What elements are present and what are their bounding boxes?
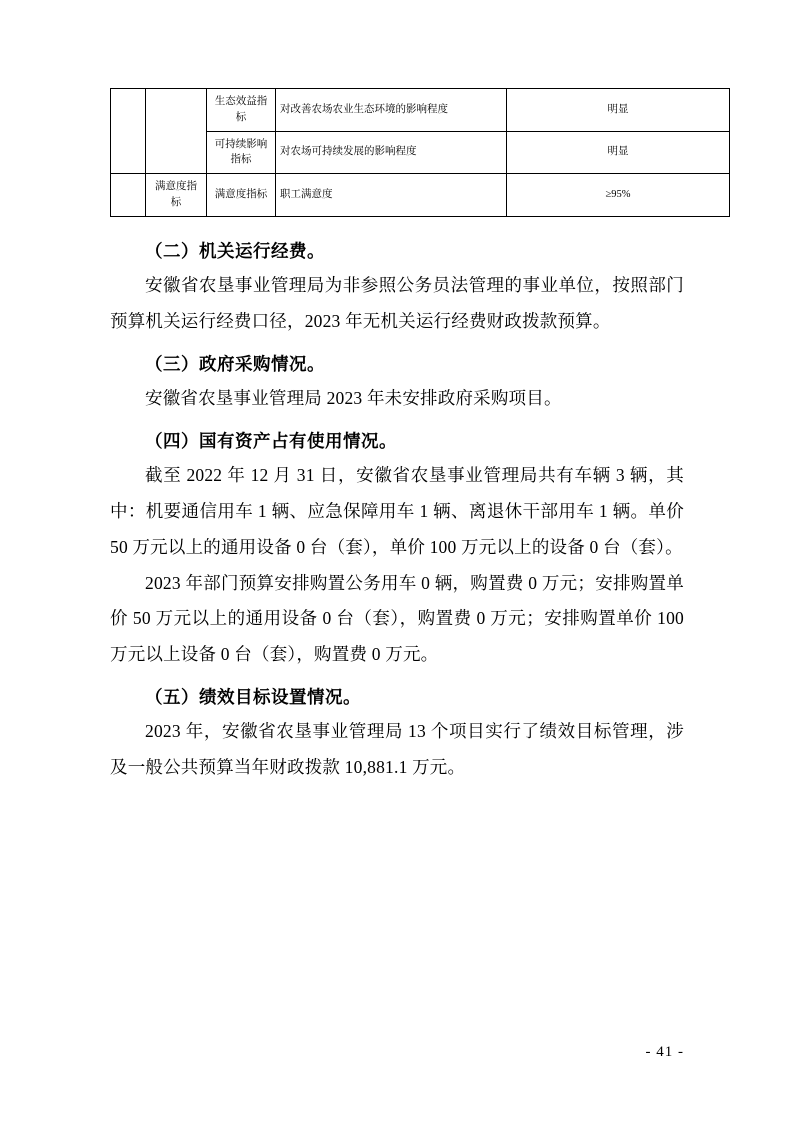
section-heading-performance-targets: （五）绩效目标设置情况。 xyxy=(145,687,361,708)
table-cell-group: 满意度指标 xyxy=(146,174,207,217)
table-cell-blank xyxy=(111,89,146,174)
table-cell-value: 明显 xyxy=(507,89,730,132)
section-paragraph: 截至 2022 年 12 月 31 日，安徽省农垦事业管理局共有车辆 3 辆，其中：机要通信用车 1 辆、应急保障用车 1 辆、离退休干部用车 1 辆。单价 50 万元以上的通用设备 0 台（套），单价 100 万元以上的设备 0 台（套）。 xyxy=(110,464,684,557)
section-heading-operating-expenses: （二）机关运行经费。 xyxy=(145,240,325,261)
section-paragraph: 安徽省农垦事业管理局 2023 年未安排政府采购项目。 xyxy=(145,387,562,408)
table-cell-group xyxy=(146,89,207,174)
table-cell-value: ≥95% xyxy=(507,174,730,217)
page-number: - 41 - xyxy=(645,1044,684,1060)
section-heading-government-procurement: （三）政府采购情况。 xyxy=(145,353,325,374)
table-cell-description: 职工满意度 xyxy=(276,174,507,217)
table-cell-subindicator: 满意度指标 xyxy=(207,174,276,217)
table-cell-description: 对改善农场农业生态环境的影响程度 xyxy=(276,89,507,132)
table-cell-value: 明显 xyxy=(507,131,730,174)
table-cell-subindicator: 生态效益指标 xyxy=(207,89,276,132)
section-heading-state-assets: （四）国有资产占有使用情况。 xyxy=(145,430,397,451)
section-paragraph: 2023 年，安徽省农垦事业管理局 13 个项目实行了绩效目标管理，涉及一般公共预算当年财政拨款 10,881.1 万元。 xyxy=(110,721,684,778)
table-cell-blank xyxy=(111,174,146,217)
table-row xyxy=(111,174,730,217)
table-row xyxy=(111,89,730,132)
spacer xyxy=(110,217,684,227)
table-cell-subindicator: 可持续影响指标 xyxy=(207,131,276,174)
performance-indicator-table xyxy=(110,88,730,217)
table-cell-description: 对农场可持续发展的影响程度 xyxy=(276,131,507,174)
section-paragraph: 2023 年部门预算安排购置公务用车 0 辆，购置费 0 万元；安排购置单价 50 万元以上的通用设备 0 台（套），购置费 0 万元；安排购置单价 100 万元以上设备 0 台（套），购置费 0 万元。 xyxy=(110,572,684,665)
section-paragraph: 安徽省农垦事业管理局为非参照公务员法管理的事业单位，按照部门预算机关运行经费口径，2023 年无机关运行经费财政拨款预算。 xyxy=(110,274,684,331)
